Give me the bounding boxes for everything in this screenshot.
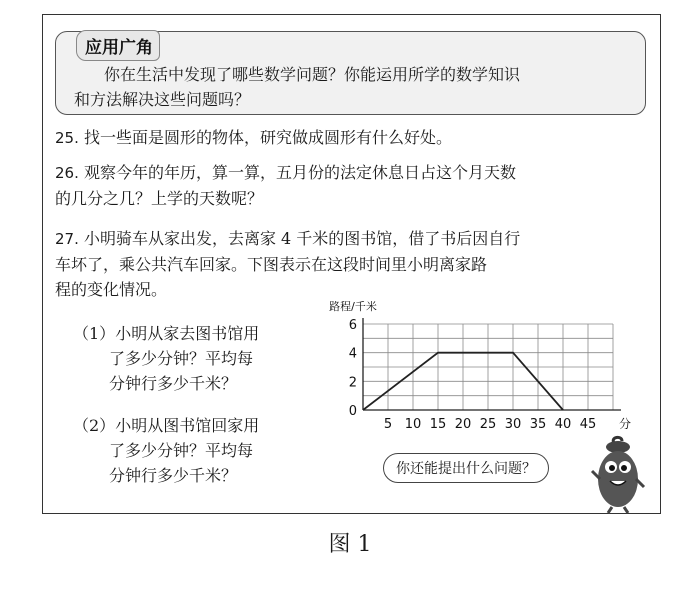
x-tick-label: 10	[404, 417, 422, 432]
x-tick-label: 15	[429, 417, 447, 432]
question-text-line-2: 车坏了，乘公共汽车回家。下图表示在这段时间里小明离家路	[55, 255, 488, 274]
question-text-line-1: 观察今年的年历，算一算，五月份的法定休息日占这个月天数	[83, 163, 516, 182]
callout-text	[74, 62, 634, 112]
subquestion-1	[73, 321, 293, 396]
x-tick-label: 45	[579, 417, 597, 432]
callout-line-2: 和方法解决这些问题吗？	[74, 90, 251, 109]
subquestion-number: （2）	[73, 416, 116, 435]
subquestion-line-3: 分钟行多少千米？	[109, 466, 238, 485]
subquestion-line-2: 了多少分钟？平均每	[109, 349, 254, 368]
x-axis-label: 分	[618, 417, 632, 431]
subquestion-line-2: 了多少分钟？平均每	[109, 441, 254, 460]
figure-caption: 图 1	[328, 532, 372, 557]
question-text-line-1: 小明骑车从家出发，去离家 4 千米的图书馆，借了书后因自行	[83, 229, 521, 248]
x-tick-label: 5	[383, 417, 393, 432]
x-tick-label: 40	[554, 417, 572, 432]
question-text-line-2: 的几分之几？上学的天数呢？	[55, 189, 264, 208]
subquestion-2	[73, 413, 293, 488]
x-tick-label: 30	[504, 417, 522, 432]
question-number: 25.	[55, 129, 79, 147]
question-25	[55, 125, 645, 151]
eggplant-mascot-icon	[588, 435, 648, 515]
question-27	[55, 226, 645, 302]
speech-bubble: 你还能提出什么问题？	[383, 453, 549, 483]
question-number: 26.	[55, 164, 79, 182]
subquestion-number: （1）	[73, 324, 116, 343]
callout-tag: 应用广角	[76, 30, 160, 61]
subquestion-line-3: 分钟行多少千米？	[109, 374, 238, 393]
y-tick-label: 6	[348, 318, 357, 333]
x-tick-label: 35	[529, 417, 547, 432]
y-tick-label: 0	[348, 404, 357, 419]
question-number: 27.	[55, 230, 79, 248]
question-text: 找一些面是圆形的物体，研究做成圆形有什么好处。	[83, 128, 452, 147]
subquestion-line-1: 小明从图书馆回家用	[115, 416, 260, 435]
distance-time-chart	[293, 301, 663, 451]
question-26	[55, 160, 645, 211]
exercise-frame	[42, 14, 661, 514]
callout-box	[55, 31, 646, 115]
x-tick-label: 25	[479, 417, 497, 432]
subquestion-line-1: 小明从家去图书馆用	[115, 324, 260, 343]
y-axis-label: 路程/千米	[329, 301, 377, 313]
callout-line-1: 你在生活中发现了哪些数学问题？你能运用所学的数学知识	[104, 65, 521, 84]
x-tick-label: 20	[454, 417, 472, 432]
question-text-line-3: 程的变化情况。	[55, 280, 168, 299]
y-tick-label: 2	[348, 375, 357, 391]
y-tick-label: 4	[348, 346, 357, 362]
